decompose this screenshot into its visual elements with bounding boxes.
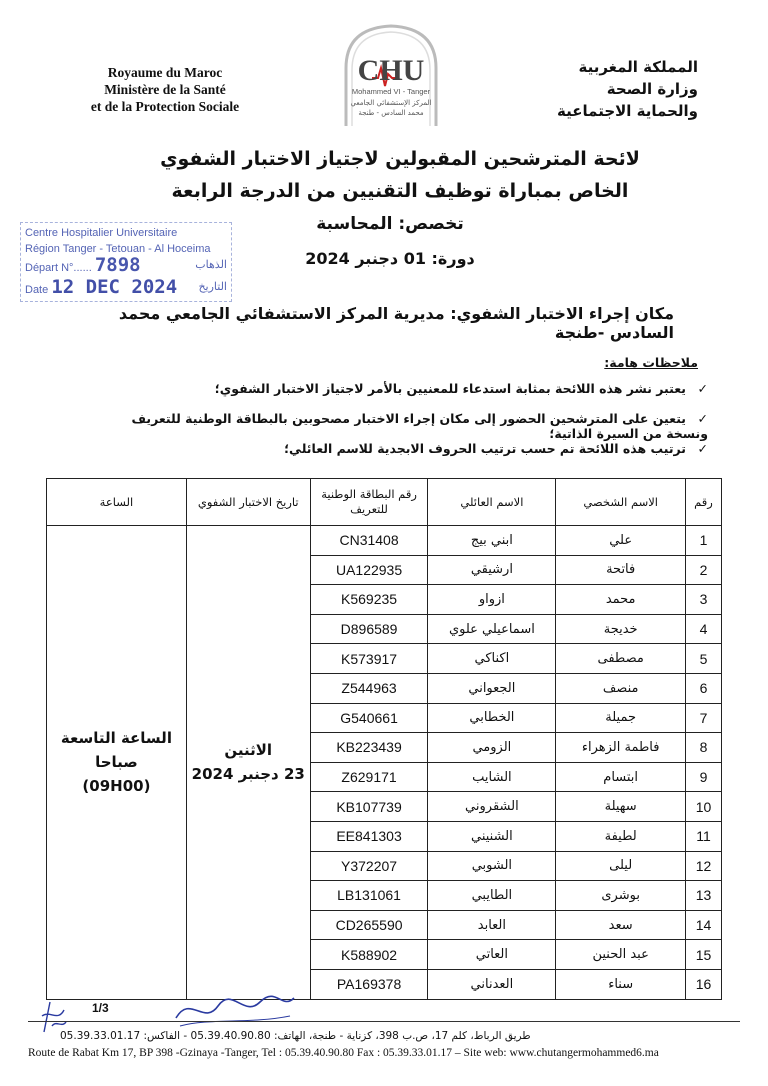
row-number: 2 [686,555,722,585]
last-name: الشايب [428,762,556,792]
last-name: الشنيني [428,821,556,851]
note-item [88,441,708,456]
logo-line2: المركز الإستشفائي الجامعي [350,99,432,107]
last-name: ارشيقي [428,555,556,585]
row-number: 15 [686,940,722,970]
header-ar-line: وزارة الصحة [606,80,698,98]
candidates-table [46,478,722,1000]
cin-number: EE841303 [310,821,428,851]
row-number: 9 [686,762,722,792]
header-cin-line2: للتعريف [350,502,388,516]
cin-number: LB131061 [310,881,428,911]
cin-number: PA169378 [310,969,428,999]
stamp-date-label: Date [25,284,49,296]
header-arabic [528,56,698,122]
first-name: جميلة [556,703,686,733]
stamp-date-row [25,276,227,298]
logo-line1: Mohammed VI - Tanger [351,87,431,96]
row-number: 4 [686,614,722,644]
cin-number: G540661 [310,703,428,733]
last-name: الزومي [428,733,556,763]
check-icon: ✓ [697,411,708,426]
last-name: الطايبي [428,881,556,911]
exam-day: الاثنين [224,741,273,760]
header-first-name: الاسم الشخصي [556,479,686,526]
last-name: العاتي [428,940,556,970]
header-exam-time: الساعة [47,479,187,526]
footer-divider [28,1021,740,1022]
header-last-name: الاسم العائلي [428,479,556,526]
footer-address-ar: طريق الرباط، كلم 17، ص.ب 398، كزناية - طنجة، الهاتف: 05.39.40.90.80 - الفاكس: 05.39.33.01.17 [60,1030,531,1042]
cin-number: CN31408 [310,526,428,556]
exam-date-cell [186,526,310,1000]
first-name: مصطفى [556,644,686,674]
first-name: سهيلة [556,792,686,822]
row-number: 8 [686,733,722,763]
last-name: اكناكي [428,644,556,674]
table-row [47,526,722,556]
cin-number: Z544963 [310,673,428,703]
header-ar-line: المملكة المغربية [578,58,698,76]
header-cin-line1: رقم البطاقة الوطنية [321,487,417,501]
row-number: 13 [686,881,722,911]
notes-heading: ملاحظات هامة: [604,355,698,370]
row-number: 3 [686,585,722,615]
check-icon: ✓ [697,441,708,456]
footer-address-fr: Route de Rabat Km 17, BP 398 -Gzinaya -Tanger, Tel : 05.39.40.90.80 Fax : 05.39.33.01.17 – Site web: www.chutangermohammed6.ma [28,1047,659,1059]
cin-number: Z629171 [310,762,428,792]
row-number: 6 [686,673,722,703]
title-specialty: تخصص: المحاسبة [316,214,464,234]
first-name: علي [556,526,686,556]
exam-place: مكان إجراء الاختبار الشفوي: مديرية المركز الاستشفائي الجامعي محمد السادس -طنجة [118,304,674,342]
row-number: 14 [686,910,722,940]
row-number: 10 [686,792,722,822]
exam-date: 23 دجنبر 2024 [191,765,305,784]
cin-number: Y372207 [310,851,428,881]
first-name: ابتسام [556,762,686,792]
exam-time-line2: صباحا [95,753,138,772]
last-name: ابني بيج [428,526,556,556]
chu-logo [332,22,450,130]
exam-time-line3: (09H00) [82,777,151,796]
cin-number: K573917 [310,644,428,674]
note-text: يتعين على المترشحين الحضور إلى مكان إجراء الاختبار مصحوبين بالبطاقة الوطنية للتعريف ونسخة من السيرة الذاتية؛ [131,411,708,441]
stamp-date-ar: التاريخ [198,281,227,293]
note-text: ترتيب هذه اللائحة تم حسب ترتيب الحروف الابجدية للاسم العائلي؛ [284,441,686,456]
stamp-depart-ar: الذهاب [195,259,227,271]
first-name: بوشرى [556,881,686,911]
last-name: العدناني [428,969,556,999]
first-name: عبد الحنين [556,940,686,970]
cin-number: UA122935 [310,555,428,585]
stamp-line2: Région Tanger - Tetouan - Al Hoceima [25,243,211,255]
row-number: 12 [686,851,722,881]
first-name: خديجة [556,614,686,644]
stamp-line1: Centre Hospitalier Universitaire [25,227,178,239]
table-body [47,526,722,1000]
title-competition: الخاص بمباراة توظيف التقنيين من الدرجة الرابعة [171,180,629,202]
last-name: العابد [428,910,556,940]
signature-stamp [170,988,300,1032]
row-number: 1 [686,526,722,556]
cin-number: KB107739 [310,792,428,822]
first-name: محمد [556,585,686,615]
stamp-number: 7898 [94,254,141,276]
cin-number: KB223439 [310,733,428,763]
title-list: لائحة المترشحين المقبولين لاجتياز الاختبار الشفوي [160,148,640,170]
first-name: فاتحة [556,555,686,585]
last-name: الخطابي [428,703,556,733]
stamp-depart-label: Départ N°...... [25,262,92,274]
header-cin [310,479,428,526]
header-fr-line: Ministère de la Santé [104,82,226,97]
check-icon: ✓ [697,381,708,396]
reception-stamp [20,222,232,302]
last-name: الشوبي [428,851,556,881]
last-name: ازواو [428,585,556,615]
logo-line3: محمد السادس - طنجة [358,109,424,117]
last-name: الشقروني [428,792,556,822]
exam-time-line1: الساعة التاسعة [60,729,172,748]
last-name: اسماعيلي علوي [428,614,556,644]
header-fr-line: Royaume du Maroc [107,65,223,80]
row-number: 11 [686,821,722,851]
header-fr-line: et de la Protection Sociale [90,99,240,114]
chu-arch-icon [332,22,450,130]
note-item [88,381,708,396]
exam-time-cell [47,526,187,1000]
first-name: لطيفة [556,821,686,851]
header-exam-date: تاريخ الاختبار الشفوي [186,479,310,526]
logo-brand: CHU [357,54,425,87]
header-french [60,64,270,115]
first-name: سناء [556,969,686,999]
table-header-row [47,479,722,526]
first-name: سعد [556,910,686,940]
page-number: 1/3 [92,1001,109,1015]
cin-number: D896589 [310,614,428,644]
note-text: يعتبر نشر هذه اللائحة بمثابة استدعاء للمعنيين بالأمر لاجتياز الاختبار الشفوي؛ [214,381,686,396]
header-ar-line: والحماية الاجتماعية [557,102,698,120]
stamp-date: 12 DEC 2024 [51,276,178,298]
cin-number: CD265590 [310,910,428,940]
cin-number: K569235 [310,585,428,615]
title-session: دورة: 01 دجنبر 2024 [305,249,475,268]
header-num: رقم [686,479,722,526]
note-item [88,411,708,441]
stamp-depart-row [25,254,227,276]
cin-number: K588902 [310,940,428,970]
first-name: منصف [556,673,686,703]
first-name: فاطمة الزهراء [556,733,686,763]
row-number: 7 [686,703,722,733]
row-number: 5 [686,644,722,674]
first-name: ليلى [556,851,686,881]
last-name: الجعواني [428,673,556,703]
row-number: 16 [686,969,722,999]
